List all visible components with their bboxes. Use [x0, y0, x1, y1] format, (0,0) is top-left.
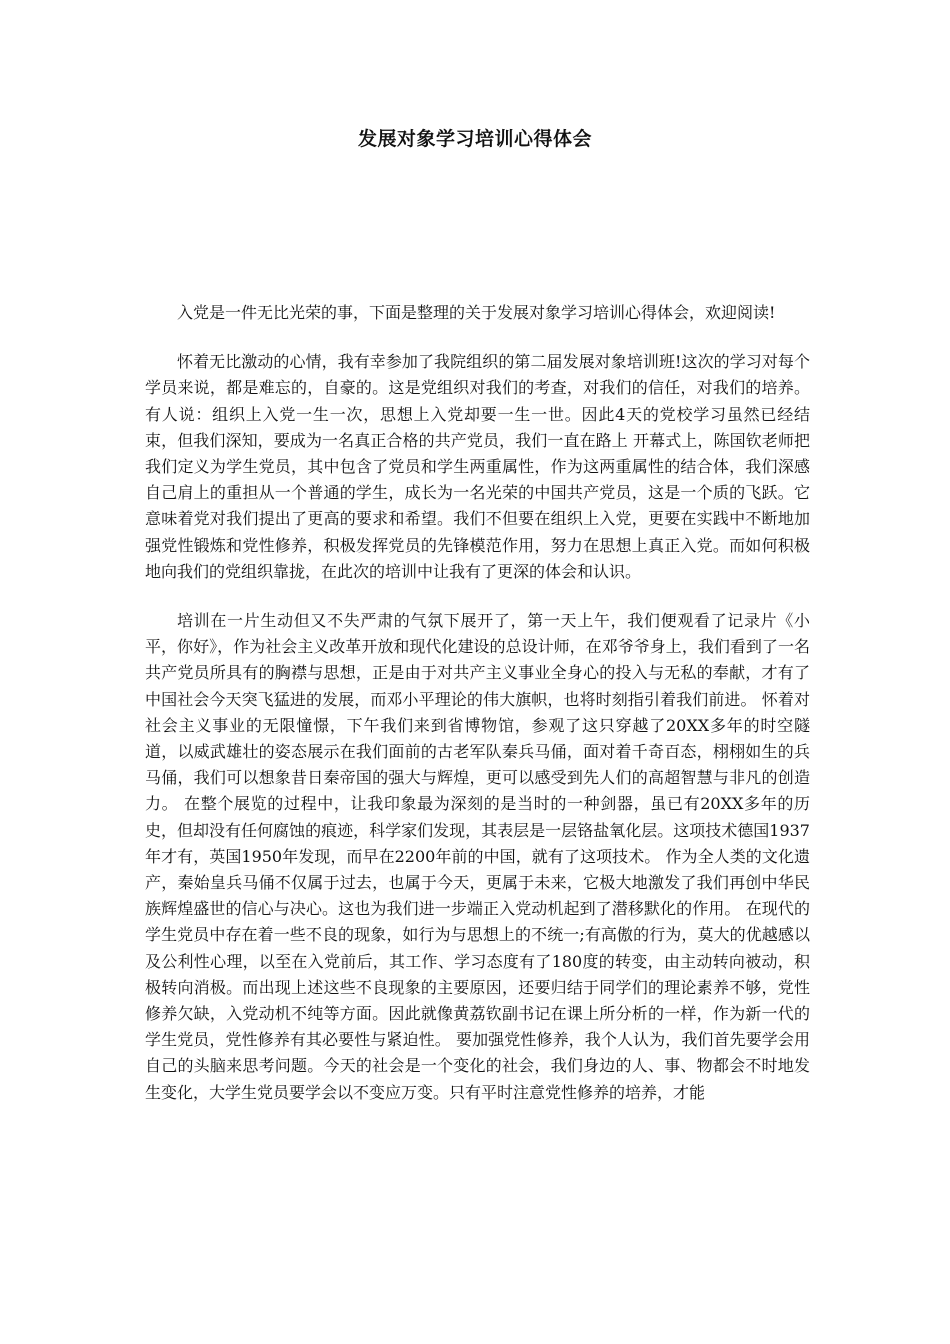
document-title: 发展对象学习培训心得体会	[357, 128, 592, 150]
body-paragraph-1: 怀着无比激动的心情，我有幸参加了我院组织的第二届发展对象培训班!这次的学习对每个学员来说，都是难忘的，自豪的。这是党组织对我们的考查，对我们的信任，对我们的培养。有人说：组织上入党一生一次，思想上入党却要一生一世。因此4天的党校学习虽然已经结束，但我们深知，要成为一名真正合格的共产党员，我们一直在路上 开幕式上，陈国钦老师把我们定义为学生党员，其中包含了党员和学生两重属性，作为这两重属性的结合体，我们深感自己肩上的重担从一个普通的学生，成长为一名光荣的中国共产党员，这是一个质的飞跃。它意味着党对我们提出了更高的要求和希望。我们不但要在组织上入党，更要在实践中不断地加强党性锻炼和党性修养，积极发挥党员的先锋模范作用，努力在思想上真正入党。而如何积极地向我们的党组织靠拢，在此次的培训中让我有了更深的体会和认识。	[145, 352, 810, 581]
body-paragraph-2: 培训在一片生动但又不失严肃的气氛下展开了，第一天上午，我们便观看了记录片《小平，你好》，作为社会主义改革开放和现代化建设的总设计师，在邓爷爷身上，我们看到了一名共产党员所具有的胸襟与思想，正是由于对共产主义事业全身心的投入与无私的奉献，才有了中国社会今天突飞猛进的发展，而邓小平理论的伟大旗帜，也将时刻指引着我们前进。 怀着对社会主义事业的无限憧憬，下午我们来到省博物馆，参观了这只穿越了20XX多年的时空隧道，以威武雄壮的姿态展示在我们面前的古老军队秦兵马俑，面对着千奇百态，栩栩如生的兵马俑，我们可以想象昔日秦帝国的强大与辉煌，更可以感受到先人们的高超智慧与非凡的创造力。 在整个展览的过程中，让我印象最为深刻的是当时的一种剑器，虽已有20XX多年的历史，但却没有任何腐蚀的痕迹，科学家们发现，其表层是一层铬盐氧化层。这项技术德国1937年才有，英国1950年发现，而早在2200年前的中国，就有了这项技术。 作为全人类的文化遗产，秦始皇兵马俑不仅属于过去，也属于今天，更属于未来，它极大地激发了我们再创中华民族辉煌盛世的信心与决心。这也为我们进一步端正入党动机起到了潜移默化的作用。 在现代的学生党员中存在着一些不良的现象，如行为与思想上的不统一;有高傲的行为，莫大的优越感以及公利性心理，以至在入党前后，其工作、学习态度有了180度的转变，由主动转向被动，积极转向消极。而出现上述这些不良现象的主要原因，还要归结于同学们的理论素养不够，党性修养欠缺，入党动机不纯等方面。因此就像黄荔钦副书记在课上所分析的一样，作为新一代的学生党员，党性修养有其必要性与紧迫性。 要加强党性修养，我个人认为，我们首先要学会用自己的头脑来思考问题。今天的社会是一个变化的社会，我们身边的人、事、物都会不时地发生变化，大学生党员要学会以不变应万变。只有平时注意党性修养的培养，才能	[145, 611, 810, 1102]
document-body	[145, 300, 810, 1129]
intro-paragraph: 入党是一件无比光荣的事，下面是整理的关于发展对象学习培训心得体会，欢迎阅读!	[177, 303, 776, 322]
